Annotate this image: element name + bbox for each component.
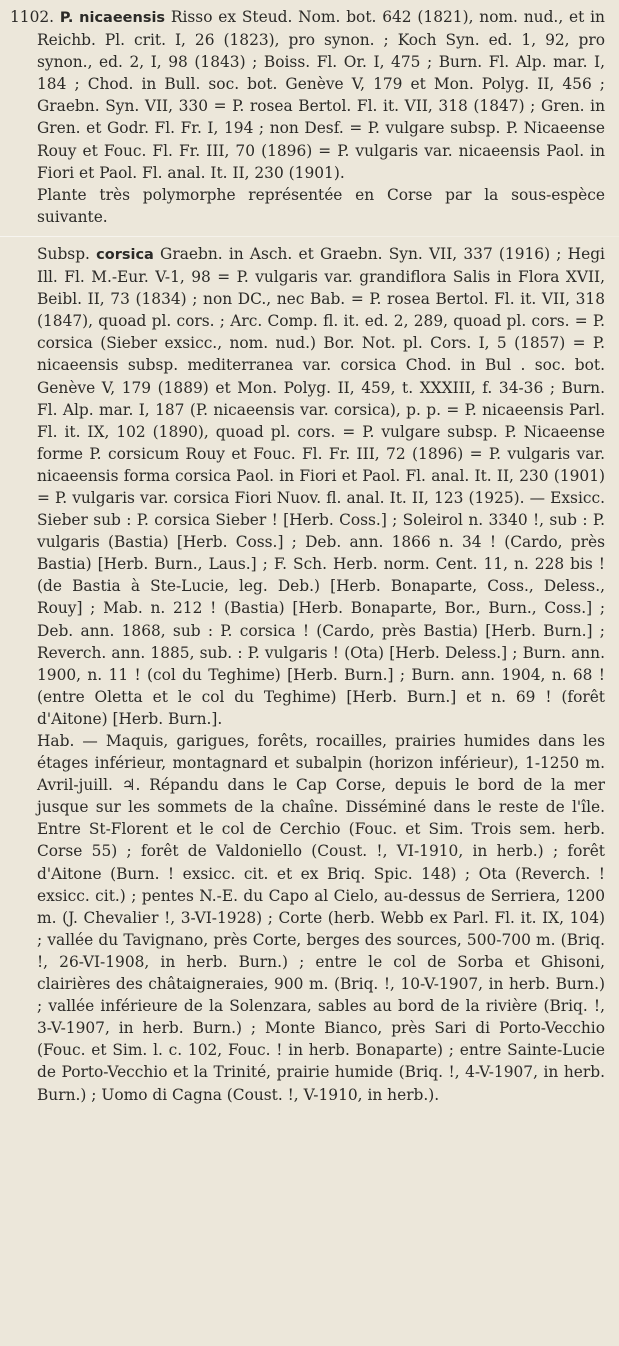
subspecies-citations: Graebn. in Asch. et Graebn. Syn. VII, 337 (1916) ; Hegi Ill. Fl. M.-Eur. V-1, 98 = P. vulgaris var. grandiflora Salis in Flora XVII, Beibl. II, 73 (1834) ; non DC., nec Bab. = P. rosea Bertol. Fl. it. VII, 318 (1847), quoad pl. cors. ; Arc. Comp. fl. it. ed. 2, 289, quoad pl. cors. = P. corsica (Sieber exsicc., nom. nud.) Bor. Not. pl. Cors. I, 5 (1857) = P. nicaeensis subsp. mediterranea var. corsica Chod. in Bul . soc. bot. Genève V, 179 (1889) et Mon. Polyg. II, 459, t. XXXIII, f. 34-36 ; Burn. Fl. Alp. mar. I, 187 (P. nicaeensis var. corsica), p. p. = P. nicaeensis Parl. Fl. it. IX, 102 (1890), quoad pl. cors. = P. vulgare subsp. P. Nicaeense forme P. corsicum Rouy et Fouc. Fl. Fr. III, 72 (1896) = P. vulgaris var. nicaeensis forma corsica Paol. in Fiori et Paol. Fl. anal. It. II, 230 (1901) = P. vulgaris var. corsica Fiori Nuov. fl. anal. It. II, 123 (1925). — Exsicc. Sieber sub : P. corsica Sieber ! [Herb. Coss.] ; Soleirol n. 3340 !, sub : P. vulgaris (Bastia) [Herb. Coss.] ; Deb. ann. 1866 n. 34 ! (Cardo, près Bastia) [Herb. Burn., Laus.] ; F. Sch. Herb. norm. Cent. 11, n. 228 bis ! (de Bastia à Ste-Lucie, leg. Deb.) [Herb. Bonaparte, Coss., Deless., Rouy] ; Mab. n. 212 ! (Bastia) [Herb. Bonaparte, Bor., Burn., Coss.] ; Deb. ann. 1868, sub : P. corsica ! (Cardo, près Bastia) [Herb. Burn.] ; Reverch. ann. 1885, sub. : P. vulgaris ! (Ota) [Herb. Deless.] ; Burn. ann. 1900, n. 11 ! (col du Teghime) [Herb. Burn.] ; Burn. ann. 1904, n. 68 ! (entre Oletta et le col du Teghime) [Herb. Burn.] et n. 69 ! (forêt d'Aitone) [Herb. Burn.]. [37, 244, 605, 728]
species-epithet: nicaeensis [79, 10, 166, 26]
subspecies-prefix: Subsp. [37, 244, 90, 263]
species-citations: Risso ex Steud. Nom. bot. 642 (1821), nom. nud., et in Reichb. Pl. crit. I, 26 (1823), pro synon. ; Koch Syn. ed. 1, 92, pro synon., ed. 2, I, 98 (1843) ; Boiss. Fl. Or. I, 475 ; Burn. Fl. Alp. mar. I, 184 ; Chod. in Bull. soc. bot. Genève V, 179 et Mon. Polyg. II, 456 ; Graebn. Syn. VII, 330 = P. rosea Bertol. Fl. it. VII, 318 (1847) ; Gren. in Gren. et Godr. Fl. Fr. I, 194 ; non Desf. = P. vulgare subsp. P. Nicaeense Rouy et Fouc. Fl. Fr. III, 70 (1896) = P. vulgaris var. nicaeensis Paol. in Fiori et Paol. Fl. anal. It. II, 230 (1901). [37, 8, 605, 182]
species-number: 1102. [10, 8, 55, 26]
subspecies-name: corsica [96, 246, 154, 263]
subspecies-entry [37, 243, 605, 730]
species-note: Plante très polymorphe représentée en Corse par la sous-espèce suivante. [37, 185, 605, 226]
species-genus: P. [59, 10, 74, 26]
habitat-paragraph: Hab. — Maquis, garigues, forêts, rocailles, prairies humides dans les étages inférieur, montagnard et subalpin (horizon inférieur), 1-1250 m. Avril-juill. ♃. Répandu dans le Cap Corse, depuis le bord de la mer jusque sur les sommets de la chaîne. Disséminé dans le reste de l'île. Entre St-Florent et le col de Cerchio (Fouc. et Sim. Trois sem. herb. Corse 55) ; forêt de Valdoniello (Coust. !, VI-1910, in herb.) ; forêt d'Aitone (Burn. ! exsicc. cit. et ex Briq. Spic. 148) ; Ota (Reverch. ! exsicc. cit.) ; pentes N.-E. du Capo al Cielo, au-dessus de Serriera, 1200 m. (J. Chevalier !, 3-VI-1928) ; Corte (herb. Webb ex Parl. Fl. it. IX, 104) ; vallée du Tavignano, près Corte, berges des sources, 500-700 m. (Briq. !, 26-VI-1908, in herb. Burn.) ; entre le col de Sorba et Ghisoni, clairières des châtaigneraies, 900 m. (Briq. !, 10-V-1907, in herb. Burn.) ; vallée inférieure de la Solenzara, sables au bord de la rivière (Briq. !, 3-V-1907, in herb. Burn.) ; Monte Bianco, près Sari di Porto-Vecchio (Fouc. et Sim. l. c. 102, Fouc. ! in herb. Bonaparte) ; entre Sainte-Lucie de Porto-Vecchio et la Trinité, prairie humide (Briq. !, 4-V-1907, in herb. Burn.) ; Uomo di Cagna (Coust. !, V-1910, in herb.). [37, 732, 605, 1104]
species-entry [10, 6, 605, 184]
section-divider [0, 236, 619, 237]
